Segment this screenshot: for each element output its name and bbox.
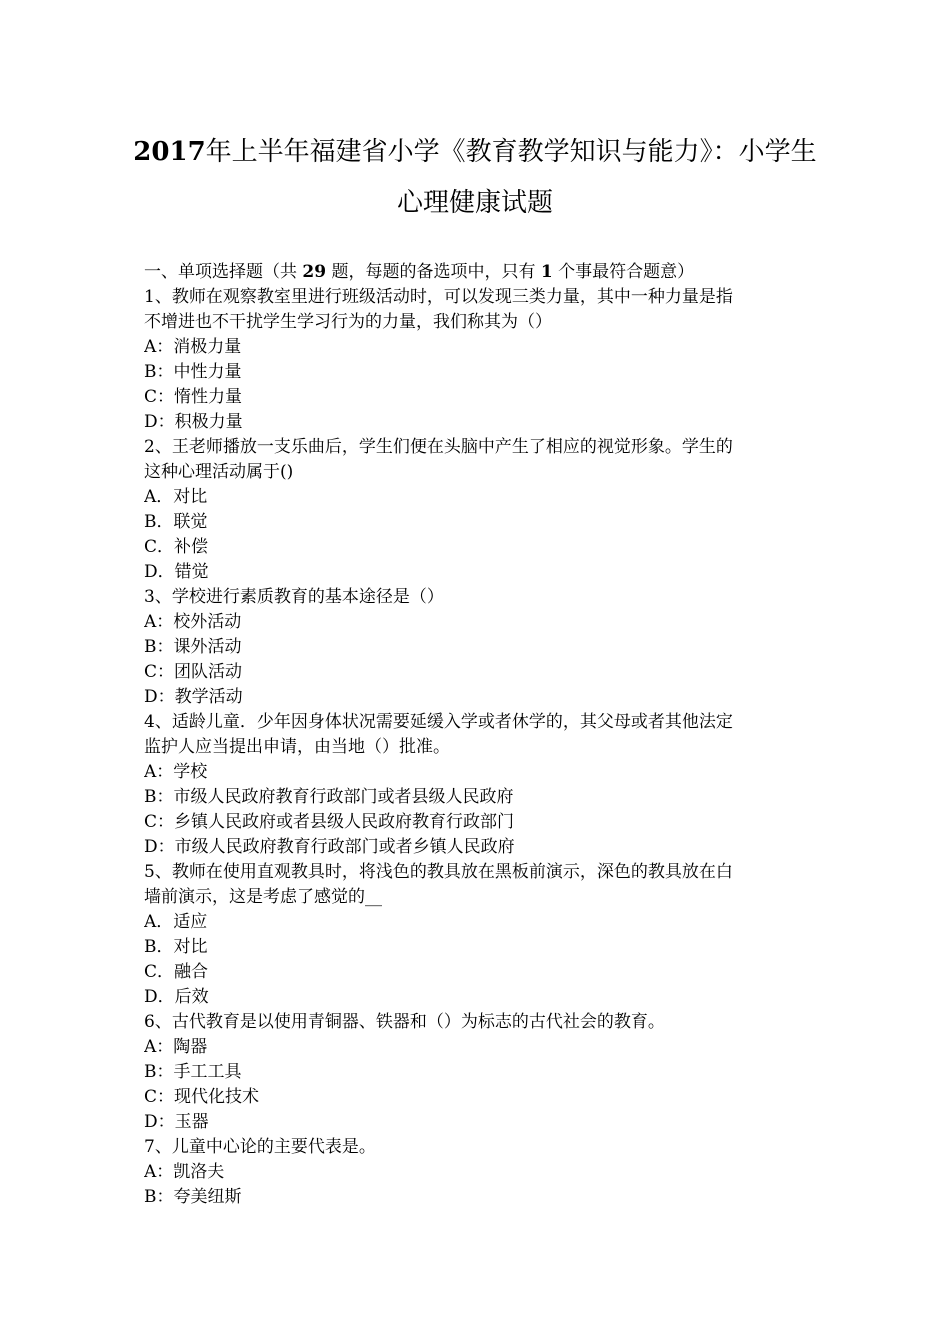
answer-option: C．补偿 [144, 537, 209, 557]
question-stem: 1、教师在观察教室里进行班级活动时，可以发现三类力量，其中一种力量是指 [144, 287, 733, 307]
question-stem: 6、古代教育是以使用青铜器、铁器和（）为标志的古代社会的教育。 [144, 1012, 665, 1032]
text-line: 这种心理活动属于() [144, 462, 294, 482]
answer-option: C：现代化技术 [144, 1087, 260, 1107]
question-stem: 2、王老师播放一支乐曲后，学生们便在头脑中产生了相应的视觉形象。学生的 [144, 437, 733, 457]
answer-option: D：积极力量 [144, 412, 243, 432]
answer-option: B：中性力量 [144, 362, 242, 382]
answer-option: D：教学活动 [144, 687, 243, 707]
answer-option: C．融合 [144, 962, 209, 982]
answer-option: B：夸美纽斯 [144, 1187, 242, 1207]
answer-option: B．对比 [144, 937, 208, 957]
section-header [144, 260, 814, 285]
answer-option: C：惰性力量 [144, 387, 243, 407]
answer-option: A：陶器 [144, 1037, 208, 1057]
title-year: 2017 [133, 137, 206, 167]
section-header-suffix: 个事最符合题意） [558, 262, 695, 282]
text-line: 监护人应当提出申请，由当地（）批准。 [144, 737, 450, 757]
answer-option: A．对比 [144, 487, 208, 507]
answer-count: 1 [540, 262, 553, 282]
question-count: 29 [302, 262, 327, 282]
answer-option: B：手工工具 [144, 1062, 242, 1082]
question-stem: 3、学校进行素质教育的基本途径是（） [144, 587, 444, 607]
document-title-line-1 [100, 135, 850, 169]
section-header-middle: 题，每题的备选项中，只有 [331, 262, 536, 282]
answer-option: A：凯洛夫 [144, 1162, 225, 1182]
answer-option: D．错觉 [144, 562, 209, 582]
document-title-line-2: 心理健康试题 [396, 188, 553, 218]
answer-option: B：课外活动 [144, 637, 242, 657]
answer-option: D．后效 [144, 987, 209, 1007]
answer-option: C：团队活动 [144, 662, 243, 682]
answer-option: B：市级人民政府教育行政部门或者县级人民政府 [144, 787, 514, 807]
question-stem: 7、儿童中心论的主要代表是。 [144, 1137, 376, 1157]
section-header-prefix: 一、单项选择题（共 [144, 262, 297, 282]
answer-option: A：学校 [144, 762, 208, 782]
answer-option: D：市级人民政府教育行政部门或者乡镇人民政府 [144, 837, 515, 857]
title-line-1-text: 年上半年福建省小学《教育教学知识与能力》：小学生 [205, 137, 817, 167]
answer-option: C：乡镇人民政府或者县级人民政府教育行政部门 [144, 812, 515, 832]
text-line: 墙前演示，这是考虑了感觉的__ [144, 887, 382, 907]
answer-option: B．联觉 [144, 512, 208, 532]
text-line: 不增进也不干扰学生学习行为的力量，我们称其为（） [144, 312, 552, 332]
answer-option: A：校外活动 [144, 612, 242, 632]
question-stem: 4、适龄儿童．少年因身体状况需要延缓入学或者休学的，其父母或者其他法定 [144, 712, 733, 732]
question-list [144, 285, 814, 1210]
answer-option: D：玉器 [144, 1112, 209, 1132]
answer-option: A：消极力量 [144, 337, 242, 357]
answer-option: A．适应 [144, 912, 208, 932]
question-stem: 5、教师在使用直观教具时，将浅色的教具放在黑板前演示，深色的教具放在白 [144, 862, 733, 882]
document-body [144, 260, 814, 1210]
